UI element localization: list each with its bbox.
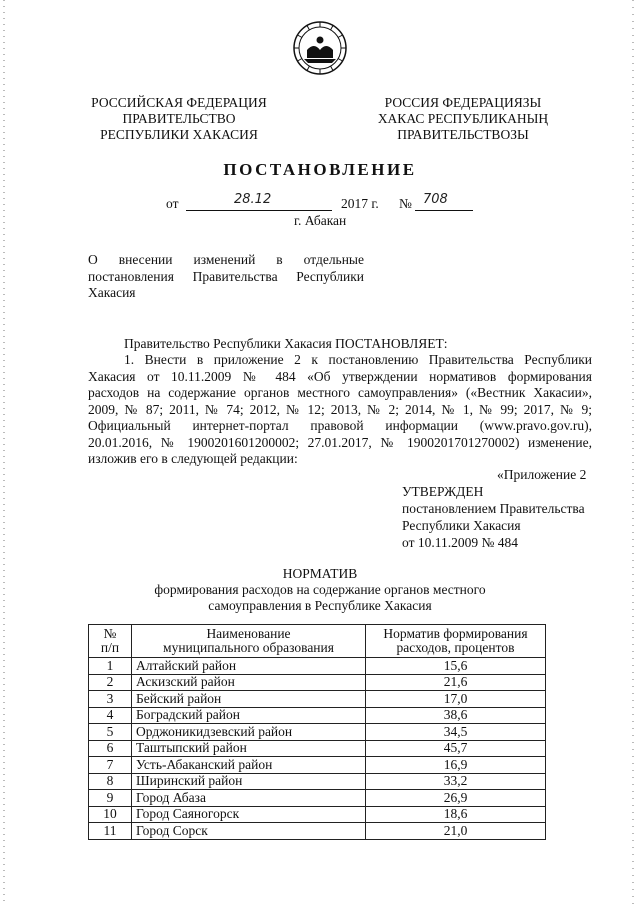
table-row — [89, 674, 546, 691]
subject-line: Хакасия — [88, 285, 136, 300]
row-name: Город Абаза — [132, 790, 366, 807]
header-right — [356, 95, 570, 143]
row-value: 45,7 — [366, 740, 546, 757]
row-number: 2 — [89, 674, 132, 691]
normative-table — [88, 624, 546, 840]
row-number: 7 — [89, 757, 132, 774]
table-row — [89, 658, 546, 675]
appendix-label: «Приложение 2 — [497, 467, 587, 482]
body-line: 20.01.2016, № 1900201601200002; 27.01.2017, № 1900201701270002) изменение, — [88, 434, 592, 450]
header-right-line: ПРАВИТЕЛЬСТВОЗЫ — [397, 127, 529, 142]
row-value: 18,6 — [366, 806, 546, 823]
date-prefix: от — [166, 196, 179, 211]
row-name: Орджоникидзевский район — [132, 724, 366, 741]
row-number: 11 — [89, 823, 132, 840]
row-name: Ширинский район — [132, 773, 366, 790]
row-number: 3 — [89, 691, 132, 708]
row-number: 6 — [89, 740, 132, 757]
normative-subtitle-line: самоуправления в Республике Хакасия — [208, 598, 432, 613]
body-line: расходов на содержание органов местного самоуправления» («Вестник Хакасии», — [88, 385, 592, 400]
row-name: Город Саяногорск — [132, 806, 366, 823]
header-left-line: РОССИЙСКАЯ ФЕДЕРАЦИЯ — [91, 95, 267, 110]
table-header-row — [89, 625, 546, 658]
row-number: 8 — [89, 773, 132, 790]
table-row — [89, 790, 546, 807]
approved-by-line: Республики Хакасия — [402, 518, 521, 533]
scan-edge-right — [632, 0, 634, 905]
normative-title: НОРМАТИВ — [282, 566, 358, 581]
row-value: 15,6 — [366, 658, 546, 675]
row-name: Алтайский район — [132, 658, 366, 675]
column-header-name — [132, 625, 366, 658]
table-row — [89, 823, 546, 840]
number-sign: № — [399, 196, 412, 211]
approved-label: УТВЕРЖДЕН — [402, 484, 484, 499]
row-name: Бейский район — [132, 691, 366, 708]
column-header-number — [89, 625, 132, 658]
row-name: Аскизский район — [132, 674, 366, 691]
header-left — [72, 95, 286, 143]
date-field — [186, 194, 332, 211]
subject-block — [88, 252, 364, 302]
handwritten-date: 28.12 — [234, 192, 272, 207]
table-row — [89, 707, 546, 724]
header-right-line: РОССИЯ ФЕДЕРАЦИЯЗЫ — [384, 95, 542, 110]
table-row — [89, 740, 546, 757]
column-header-value — [366, 625, 546, 658]
row-name: Город Сорск — [132, 823, 366, 840]
body-line: изложив его в следующей редакции: — [88, 451, 298, 466]
body-line: 1. Внести в приложение 2 к постановлению Правительства Республики — [124, 352, 592, 367]
approved-by-line: постановлением Правительства — [402, 501, 585, 516]
scan-edge-left — [3, 0, 5, 905]
row-value: 17,0 — [366, 691, 546, 708]
row-name: Усть-Абаканский район — [132, 757, 366, 774]
row-number: 10 — [89, 806, 132, 823]
body-intro: Правительство Республики Хакасия ПОСТАНОВЛЯЕТ: — [124, 336, 448, 351]
table-row — [89, 806, 546, 823]
body-paragraph — [88, 352, 592, 468]
column-header-line: расходов, процентов — [396, 640, 515, 655]
row-value: 26,9 — [366, 790, 546, 807]
row-number: 9 — [89, 790, 132, 807]
body-line: 2009, № 87; 2011, № 74; 2012, № 12; 2013, № 2; 2014, № 1, № 99; 2017, № 9; — [88, 401, 592, 417]
row-name: Боградский район — [132, 707, 366, 724]
approved-by-line: от 10.11.2009 № 484 — [402, 535, 518, 550]
row-value: 21,0 — [366, 823, 546, 840]
row-number: 5 — [89, 724, 132, 741]
subject-line: постановления Правительства Республики — [88, 268, 364, 284]
row-number: 1 — [89, 658, 132, 675]
table-row — [89, 773, 546, 790]
header-left-line: ПРАВИТЕЛЬСТВО — [122, 111, 236, 126]
date-year: 2017 г. — [341, 196, 379, 211]
column-header-line: № — [103, 626, 117, 641]
handwritten-number: 708 — [423, 192, 448, 207]
row-number: 4 — [89, 707, 132, 724]
document-title: ПОСТАНОВЛЕНИЕ — [223, 160, 417, 179]
table-row — [89, 757, 546, 774]
row-value: 33,2 — [366, 773, 546, 790]
column-header-line: п/п — [100, 640, 120, 655]
column-header-line: Наименование — [206, 626, 291, 641]
row-name: Таштыпский район — [132, 740, 366, 757]
city: г. Абакан — [294, 213, 347, 228]
header-right-line: ХАКАС РЕСПУБЛИКАНЫҢ — [377, 111, 549, 126]
header-left-line: РЕСПУБЛИКИ ХАКАСИЯ — [100, 127, 258, 142]
number-field — [415, 194, 473, 211]
coat-of-arms-icon — [292, 20, 348, 76]
row-value: 21,6 — [366, 674, 546, 691]
row-value: 16,9 — [366, 757, 546, 774]
body-line: Хакасия от 10.11.2009 № 484 «Об утверждении нормативов формирования — [88, 368, 592, 384]
column-header-line: Норматив формирования — [383, 626, 528, 641]
table-row — [89, 724, 546, 741]
table-row — [89, 691, 546, 708]
column-header-line: муниципального образования — [163, 640, 334, 655]
row-value: 34,5 — [366, 724, 546, 741]
row-value: 38,6 — [366, 707, 546, 724]
body-line: Официальный интернет-портал правовой информации (www.pravo.gov.ru), — [88, 418, 592, 433]
subject-line: О внесении изменений в отдельные — [88, 252, 364, 267]
normative-subtitle-line: формирования расходов на содержание органов местного — [154, 582, 486, 597]
